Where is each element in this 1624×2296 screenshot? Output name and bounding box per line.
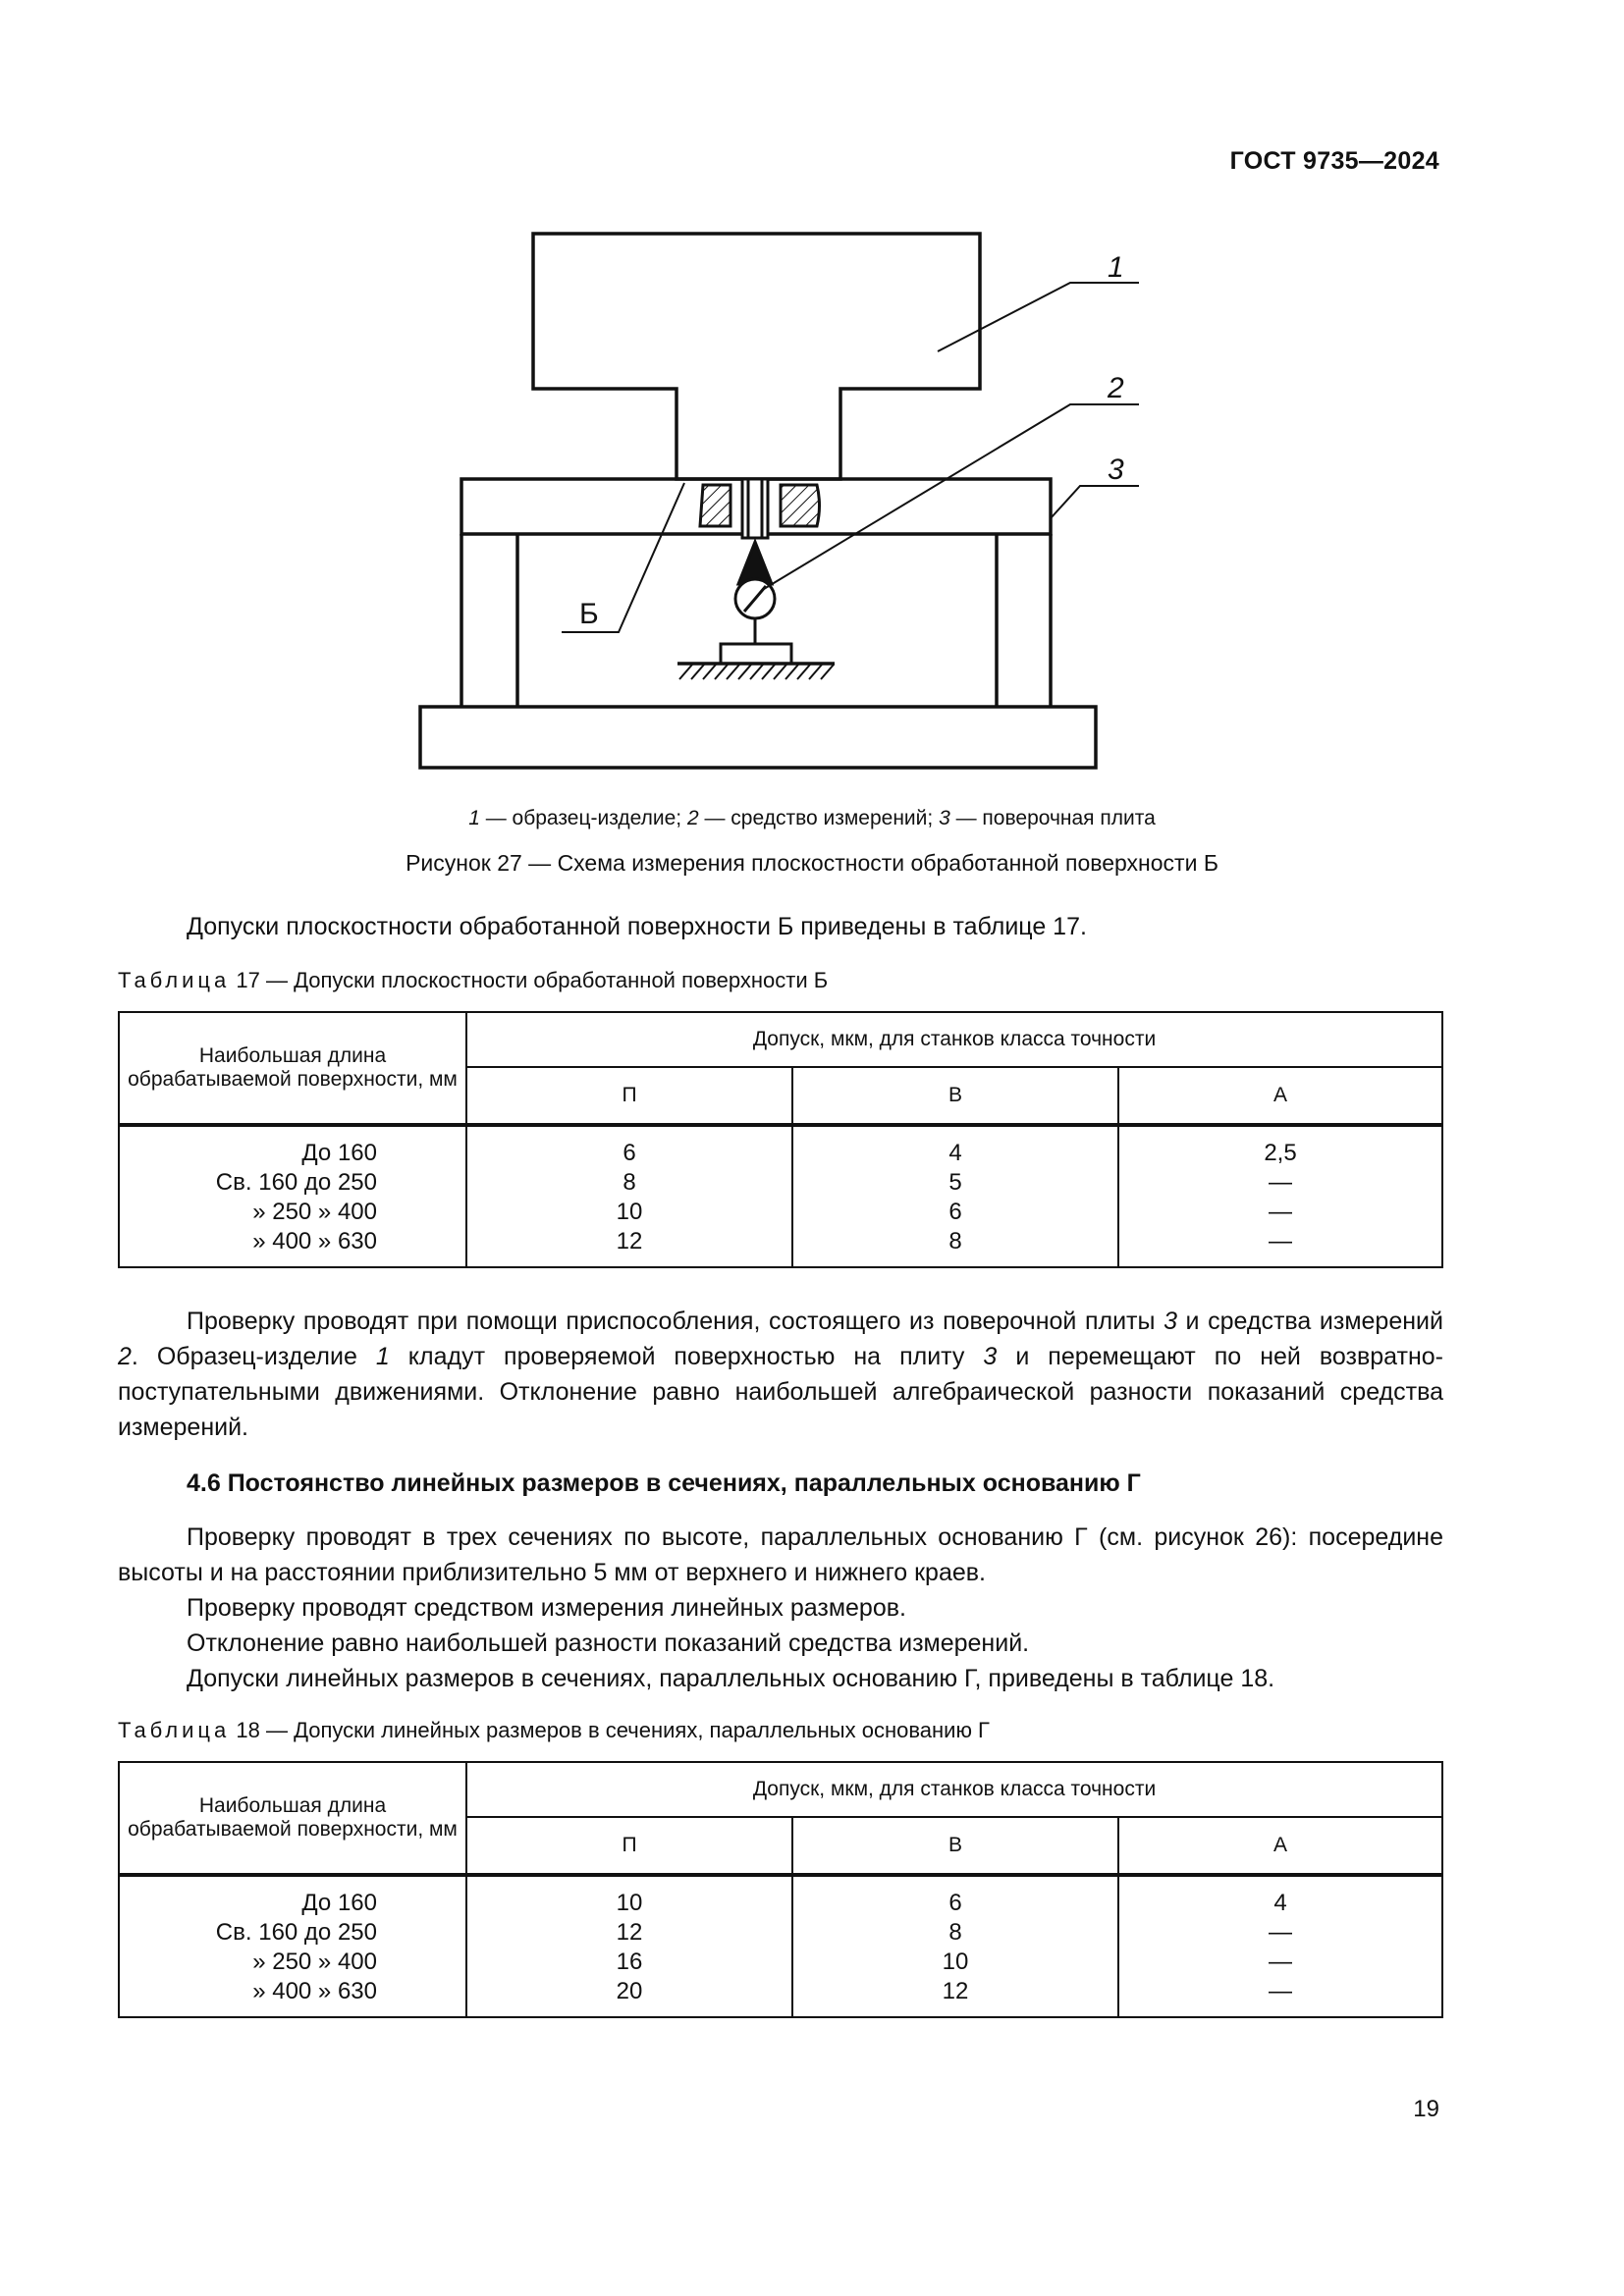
length-cell: До 160 [119, 1125, 466, 1168]
value-cell: 6 [792, 1198, 1118, 1227]
value-cell: 6 [466, 1125, 792, 1168]
table-17-class-v: В [792, 1067, 1118, 1125]
table-17 [118, 1011, 1443, 1268]
length-cell: До 160 [119, 1875, 466, 1918]
callout-1: 1 [1108, 251, 1124, 284]
table-18-title [118, 1718, 990, 1743]
ref-number: 3 [1164, 1308, 1177, 1335]
table-row [119, 1875, 1442, 1918]
table-18-class-p: П [466, 1817, 792, 1875]
value-cell: 6 [792, 1875, 1118, 1918]
workpiece-outline [533, 234, 980, 479]
text-run: и средства измерений [1176, 1308, 1443, 1335]
length-cell: Св. 160 до 250 [119, 1918, 466, 1948]
table-18 [118, 1761, 1443, 2018]
figure-27 [393, 226, 1159, 775]
table-row [119, 1168, 1442, 1198]
table-18-class-v: В [792, 1817, 1118, 1875]
intro-paragraph: Допуски плоскостности обработанной поверхности Б приведены в таблице 17. [187, 913, 1087, 940]
value-cell: 2,5 [1118, 1125, 1442, 1168]
value-cell: — [1118, 1918, 1442, 1948]
table-18-label: Таблица [118, 1718, 231, 1742]
callout-2: 2 [1108, 372, 1124, 404]
measurement-scheme-diagram [393, 226, 1159, 775]
legend-text-2: — средство измерений; [698, 807, 940, 829]
ref-number: 3 [983, 1343, 998, 1370]
value-cell: 8 [792, 1227, 1118, 1267]
legend-num-2: 2 [686, 807, 699, 829]
value-cell: 12 [792, 1977, 1118, 2017]
table-17-label: Таблица [118, 968, 231, 992]
legend-text-3: — поверочная плита [949, 807, 1156, 829]
figure-legend [0, 807, 1624, 830]
base-plate [420, 707, 1096, 768]
value-cell: 12 [466, 1918, 792, 1948]
text-run: . Образец-изделие [131, 1343, 376, 1370]
table-18-header-length: Наибольшая длина обрабатываемой поверхности, мм [119, 1762, 466, 1875]
length-cell: » 400 » 630 [119, 1227, 466, 1267]
text-run: Проверку проводят при помощи приспособления, состоящего из поверочной плиты [187, 1308, 1164, 1335]
legend-text-1: — образец-изделие; [479, 807, 687, 829]
value-cell: 10 [466, 1198, 792, 1227]
table-row [119, 1948, 1442, 1977]
value-cell: 12 [466, 1227, 792, 1267]
ref-number: 2 [118, 1343, 132, 1370]
table-row [119, 1198, 1442, 1227]
legend-num-3: 3 [939, 807, 950, 829]
value-cell: 16 [466, 1948, 792, 1977]
legend-num-1: 1 [468, 807, 480, 829]
table-18-class-a: А [1118, 1817, 1442, 1875]
value-cell: — [1118, 1227, 1442, 1267]
length-cell: Св. 160 до 250 [119, 1168, 466, 1198]
table-row [119, 1227, 1442, 1267]
leader-1 [938, 283, 1139, 351]
value-cell: 4 [792, 1125, 1118, 1168]
table-18-header-tolerance: Допуск, мкм, для станков класса точности [466, 1762, 1442, 1817]
slot-insert-left [700, 485, 731, 526]
section-paragraph-3: Отклонение равно наибольшей разности показаний средства измерений. [187, 1629, 1030, 1657]
section-paragraph-4: Допуски линейных размеров в сечениях, параллельных основанию Г, приведены в таблице 18. [187, 1665, 1275, 1692]
callout-b: Б [579, 598, 599, 630]
leader-3 [1051, 486, 1139, 518]
table-17-header-tolerance: Допуск, мкм, для станков класса точности [466, 1012, 1442, 1067]
table-row [119, 1125, 1442, 1168]
table-row [119, 1918, 1442, 1948]
value-cell: 4 [1118, 1875, 1442, 1918]
table-17-class-a: А [1118, 1067, 1442, 1125]
table-18-caption: 18 — Допуски линейных размеров в сечениях, параллельных основанию Г [230, 1718, 990, 1742]
table-17-title [118, 968, 828, 993]
table-row [119, 1977, 1442, 2017]
figure-caption: Рисунок 27 — Схема измерения плоскостности обработанной поверхности Б [406, 850, 1218, 876]
page-number: 19 [1413, 2096, 1439, 2122]
value-cell: — [1118, 1977, 1442, 2017]
length-cell: » 250 » 400 [119, 1198, 466, 1227]
text-run: и перемещают по ней возвратно-поступательными движениями. Отклонение равно наибольшей алгебраической разности показаний средства измерений. [118, 1343, 1444, 1441]
text-run: кладут проверяемой поверхностью на плиту [389, 1343, 984, 1370]
value-cell: 8 [792, 1918, 1118, 1948]
value-cell: — [1118, 1198, 1442, 1227]
instrument-stand [721, 644, 791, 664]
ref-number: 1 [375, 1343, 390, 1370]
section-paragraph-2: Проверку проводят средством измерения линейных размеров. [187, 1594, 906, 1622]
value-cell: — [1118, 1168, 1442, 1198]
table-17-header-length: Наибольшая длина обрабатываемой поверхности, мм [119, 1012, 466, 1125]
value-cell: — [1118, 1948, 1442, 1977]
section-paragraph-1: Проверку проводят в трех сечениях по высоте, параллельных основанию Г (см. рисунок 26): посередине высоты и на расстоянии приблизительно 5 мм от верхнего и нижнего краев. [118, 1523, 1443, 1586]
indicator-stem [742, 479, 768, 538]
section-heading: 4.6 Постоянство линейных размеров в сечениях, параллельных основанию Г [187, 1469, 1141, 1497]
table-17-caption: 17 — Допуски плоскостности обработанной поверхности Б [230, 968, 829, 992]
callout-3: 3 [1108, 454, 1124, 486]
value-cell: 10 [792, 1948, 1118, 1977]
value-cell: 10 [466, 1875, 792, 1918]
value-cell: 20 [466, 1977, 792, 2017]
table-17-class-p: П [466, 1067, 792, 1125]
value-cell: 8 [466, 1168, 792, 1198]
value-cell: 5 [792, 1168, 1118, 1198]
slot-insert-right [781, 485, 820, 526]
length-cell: » 250 » 400 [119, 1948, 466, 1977]
document-number: ГОСТ 9735—2024 [1229, 147, 1439, 175]
length-cell: » 400 » 630 [119, 1977, 466, 2017]
ground-hatching [679, 665, 834, 679]
check-paragraph [118, 1304, 1443, 1445]
